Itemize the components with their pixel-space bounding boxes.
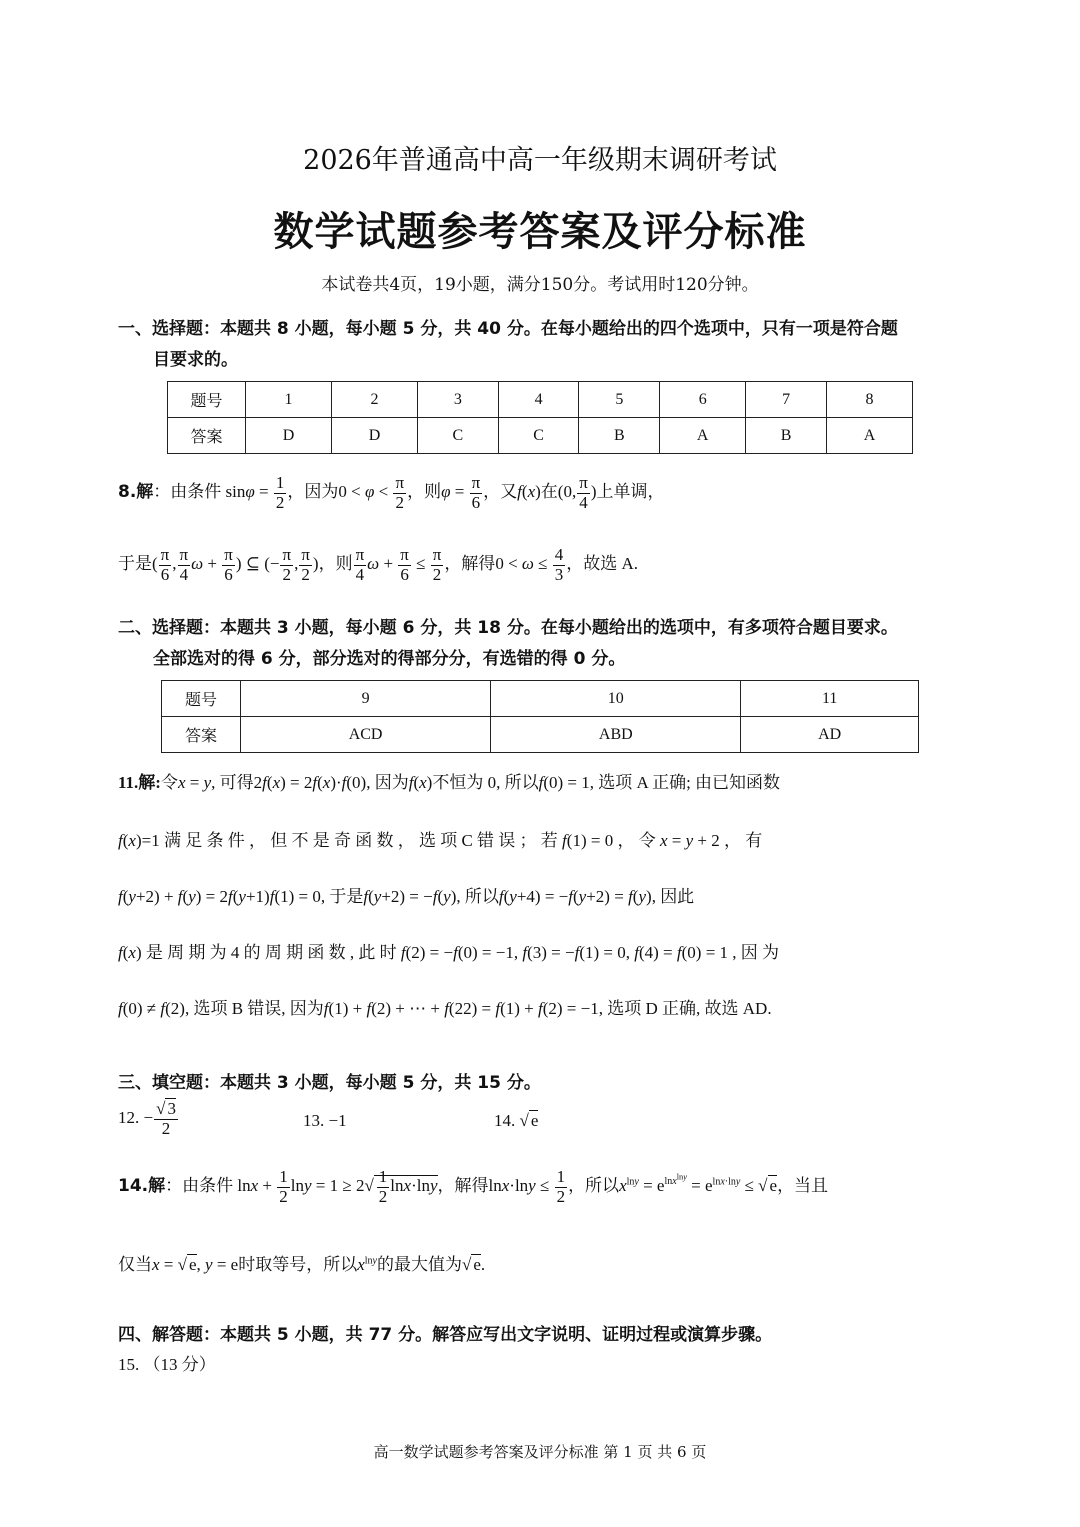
table-row — [162, 717, 919, 753]
text: , 选项 D 正确, 故选 AD. — [598, 999, 772, 1018]
q14-label: 14.解 — [118, 1176, 166, 1197]
answer-13-label: 13. — [303, 1111, 325, 1130]
section-1-heading-line1: 一、选择题：本题共 8 小题，每小题 5 分，共 40 分。在每小题给出的四个选项中，只有一项是符合题 — [118, 319, 898, 339]
text: , 选项 A 正确; 由已知函数 — [589, 773, 781, 792]
table-cell: 1 — [246, 382, 332, 418]
q11-line3: f(y+2) + f(y) = 2f(y+1)f(1) = 0, 于是f(y+2) = −f(y), 所以f(y+4) = −f(y+2) = f(y), 因此 — [118, 887, 695, 906]
text: . — [480, 1255, 486, 1274]
section-1-heading — [118, 314, 978, 370]
text: ，故选 A. — [566, 554, 639, 574]
text: 于是 — [118, 554, 152, 574]
table-cell: 5 — [579, 382, 660, 418]
page-footer: 高一数学试题参考答案及评分标准 第 1 页 共 6 页 — [373, 1443, 707, 1461]
text: ，因为 — [287, 482, 339, 502]
text: , 所以 — [456, 887, 499, 906]
text: , 于是 — [320, 887, 364, 906]
row-label-answer: 答案 — [168, 418, 246, 454]
table-cell: ACD — [241, 717, 491, 753]
table-cell: 3 — [418, 382, 499, 418]
answer-14-label: 14. — [494, 1111, 516, 1130]
table-cell: A — [660, 418, 746, 454]
q8-solution-line1: 8.解：由条件 sinφ = $\frac{1}{2}$ ，因为0 < φ < $\frac{\pi}{2}$ ，则φ = $\frac{\pi}{6}$ ，又f(x)在(0, $\frac{\pi}{4}$ )上单调， — [118, 473, 665, 512]
question-15: 15. （13 分） — [118, 1355, 216, 1374]
answer-table-1 — [167, 381, 913, 454]
exam-info: 本试卷共4页，19小题，满分150分。考试用时120分钟。 — [321, 275, 759, 295]
text: 满 足 条 件 ， 但 不 是 奇 函 数 ， 选 项 C 错 误 ； 若 — [163, 831, 558, 850]
table-cell: B — [746, 418, 827, 454]
table-cell: 2 — [332, 382, 418, 418]
text: ，所以 — [568, 1176, 620, 1196]
exam-title: 2026年普通高中高一年级期末调研考试 — [303, 145, 777, 176]
table-cell: C — [498, 418, 579, 454]
text: 在 — [540, 482, 558, 502]
section-4-heading: 四、解答题：本题共 5 小题，共 77 分。解答应写出文字说明、证明过程或演算步骤。 — [118, 1325, 773, 1345]
table-cell: ABD — [491, 717, 741, 753]
answer-12: 12. − $\frac{√ 3}{2}$ — [118, 1099, 176, 1138]
text: ，解得 — [437, 1176, 489, 1196]
section-3-heading: 三、填空题：本题共 3 小题，每小题 5 分，共 15 分。 — [118, 1073, 541, 1093]
row-label-question: 题号 — [168, 382, 246, 418]
text: 是 周 期 为 4 的 周 期 函 数 , 此 时 — [145, 943, 397, 962]
text: ：由条件 — [153, 482, 222, 502]
text: ， 令 — [617, 831, 656, 850]
table-cell: 9 — [241, 681, 491, 717]
table-cell: B — [579, 418, 660, 454]
table-cell: 4 — [498, 382, 579, 418]
answer-12-label: 12. — [118, 1108, 140, 1128]
text: 时取等号，所以 — [238, 1255, 358, 1274]
text: , 因此 — [651, 887, 695, 906]
text: 仅当 — [118, 1255, 152, 1274]
text: ：由条件 — [165, 1176, 234, 1196]
section-2-heading — [118, 613, 978, 669]
q14-line1: 14.解：由条件 lnx + $\frac{1}{2}$ lny = 1 ≥ 2√ $\frac{1}{2}$ lnx·lny，解得lnx·lny ≤ $\frac{1}{2}$ ，所以$x^{lny} = e^{lnx^{lny}} = e^{lnx\cdot lny}$ ≤ √ e，当且 — [118, 1167, 829, 1206]
q11-line2: f(x)=1 满 足 条 件 ， 但 不 是 奇 函 数 ， 选 项 C 错 误 ； 若 f(1) = 0 ， 令 x = y + 2 ， 有 — [118, 831, 763, 850]
q11-label: 11.解: — [118, 773, 161, 792]
answer-table-2 — [161, 680, 919, 753]
text: 上单调， — [596, 482, 665, 502]
text: 令 — [160, 773, 178, 792]
document-title: 数学试题参考答案及评分标准 — [273, 209, 807, 255]
table-cell: D — [332, 418, 418, 454]
section-2-heading-line1: 二、选择题：本题共 3 小题，每小题 6 分，共 18 分。在每小题给出的选项中，有多项符合题目要求。 — [118, 618, 898, 638]
answer-13-value: −1 — [328, 1111, 347, 1130]
table-cell: 11 — [741, 681, 919, 717]
table-cell: 8 — [826, 382, 912, 418]
q8-label: 8.解 — [118, 482, 154, 503]
q8-solution-line2: 于是( $\frac{\pi}{6}$ , $\frac{\pi}{4}$ ω + $\frac{\pi}{6}$ ) ⊆ (− $\frac{\pi}{2}$ , $\frac{\pi}{2}$ )，则 $\frac{\pi}{4}$ ω + $\frac{\pi}{6}$ ≤ $\frac{\pi}{2}$ ，解得0 < ω ≤ $\frac{4}{3}$ ，故选 A. — [118, 545, 639, 584]
table-row — [162, 681, 919, 717]
text: 的最大值为 — [376, 1255, 462, 1274]
q14-line2: 仅当x = √ e, y = e时取等号，所以$x^{lny}$的最大值为√ e. — [118, 1255, 486, 1274]
text: ，解得 — [444, 554, 496, 574]
q11-line4: f(x) 是 周 期 为 4 的 周 期 函 数 , 此 时 f(2) = −f(0) = −1, f(3) = −f(1) = 0, f(4) = f(0) = 1 , 因 为 — [118, 943, 780, 962]
text: ， 有 — [723, 831, 763, 850]
q11-line5: f(0) ≠ f(2), 选项 B 错误, 因为f(1) + f(2) + ⋯ + f(22) = f(1) + f(2) = −1, 选项 D 正确, 故选 AD. — [118, 999, 772, 1018]
text: , 因 为 — [732, 943, 780, 962]
text: , 因为 — [366, 773, 409, 792]
q11-line1: 11.解:令x = y, 可得2f(x) = 2f(x)·f(0), 因为f(x)不恒为 0, 所以f(0) = 1, 选项 A 正确; 由已知函数 — [118, 773, 781, 792]
table-cell: C — [418, 418, 499, 454]
row-label-question: 题号 — [162, 681, 241, 717]
table-cell: AD — [741, 717, 919, 753]
table-cell: A — [826, 418, 912, 454]
text: ，则 — [318, 554, 353, 574]
section-1-heading-line2: 目要求的。 — [153, 350, 238, 370]
table-cell: 7 — [746, 382, 827, 418]
text: ，当且 — [777, 1176, 829, 1196]
text: , 可得 — [211, 773, 254, 792]
table-row — [168, 418, 913, 454]
text: , 选项 B 错误, 因为 — [184, 999, 324, 1018]
answer-14: 14. √ e — [494, 1111, 539, 1130]
table-cell: 10 — [491, 681, 741, 717]
text: ，又 — [483, 482, 518, 502]
row-label-answer: 答案 — [162, 717, 241, 753]
section-2-heading-line2: 全部选对的得 6 分，部分选对的得部分分，有选错的得 0 分。 — [153, 649, 626, 669]
table-row — [168, 382, 913, 418]
table-cell: 6 — [660, 382, 746, 418]
answer-13 — [303, 1111, 347, 1131]
text: ，则 — [407, 482, 442, 502]
text: 不恒为 0, 所以 — [432, 773, 539, 792]
table-cell: D — [246, 418, 332, 454]
